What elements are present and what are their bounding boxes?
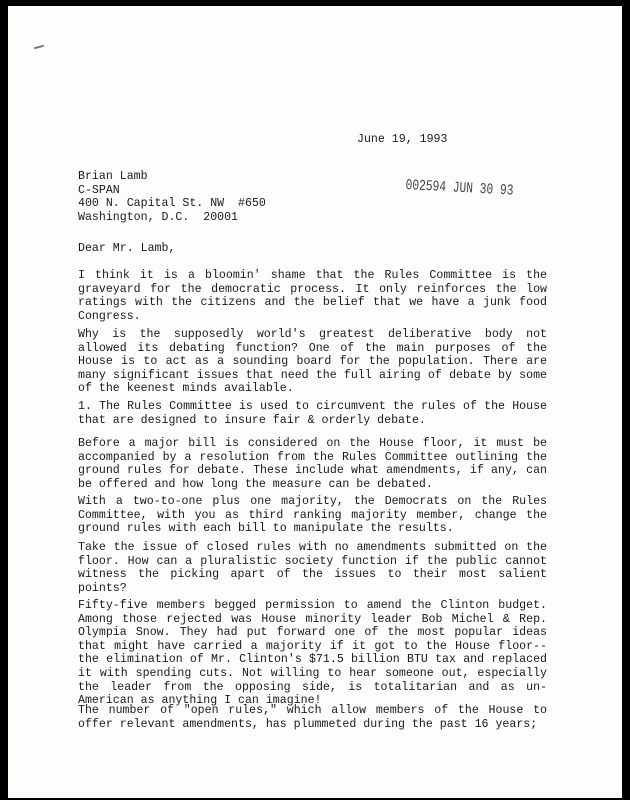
paragraph-6: Take the issue of closed rules with no amendments submitted on the floor. How can a pluralistic society function if the public cannot witness the picking apart of the issues to their most salient points? [78,541,547,595]
paragraph-7: Fifty-five members begged permission to amend the Clinton budget. Among those rejected was House minority leader Bob Michel & Rep. Olympia Snow. They had put forward one of the most popular ideas that might have carried a majority if it got to the House floor-- the elimination of Mr. Clinton's $71.5 billion BTU tax and replaced it with spending cuts. Not willing to hear someone out, especially the leader from the opposing side, is totalitarian and as un-American as anything I can imagine! [78,599,547,708]
recipient-address [78,170,266,224]
recipient-city: Washington, D.C. 20001 [78,210,239,224]
paragraph-5: With a two-to-one plus one majority, the Democrats on the Rules Committee, with you as third ranking majority member, change the ground rules with each bill to manipulate the results. [78,495,547,536]
received-stamp: 002594 JUN 30 93 [405,177,514,200]
paragraph-4: Before a major bill is considered on the House floor, it must be accompanied by a resolution from the Rules Committee outlining the ground rules for debate. These include what amendments, if any, can be offered and how long the measure can be debated. [78,437,547,491]
recipient-org: C-SPAN [78,183,120,197]
recipient-name: Brian Lamb [78,170,148,183]
pen-mark [34,45,44,50]
paragraph-8: The number of "open rules," which allow members of the House to offer relevant amendments, has plummeted during the past 16 years; [78,704,547,731]
paragraph-2: Why is the supposedly world's greatest deliberative body not allowed its debating function? One of the main purposes of the House is to act as a sounding board for the population. There are many significant issues that need the full airing of debate by some of the keenest minds available. [78,328,547,396]
recipient-street: 400 N. Capital St. NW #650 [78,197,266,211]
letter-date: June 19, 1993 [357,133,448,146]
paragraph-3: 1. The Rules Committee is used to circumvent the rules of the House that are designed to insure fair & orderly debate. [78,400,547,427]
paragraph-1: I think it is a bloomin' shame that the Rules Committee is the graveyard for the democratic process. It only reinforces the low ratings with the citizens and the belief that we have a junk food Congress. [78,269,547,323]
letter-page [8,6,622,798]
salutation: Dear Mr. Lamb, [78,242,176,255]
